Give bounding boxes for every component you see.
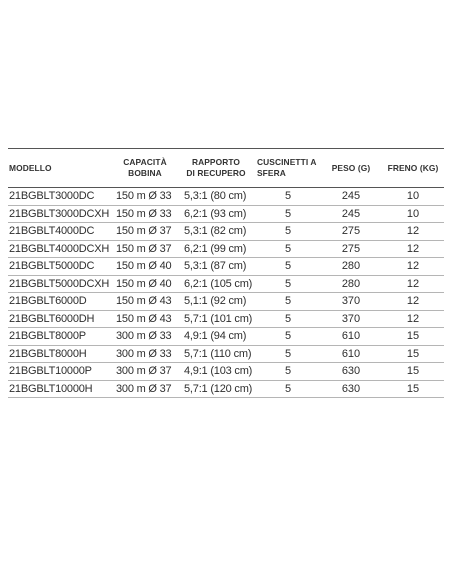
table-row	[8, 363, 444, 381]
cell-capacity: 150 m Ø 43	[114, 293, 176, 311]
header-capacity-line1: CAPACITÀ	[123, 157, 167, 167]
cell-weight: 275	[320, 223, 382, 241]
table-body	[8, 188, 444, 398]
cell-weight: 245	[320, 205, 382, 223]
cell-bearings: 5	[256, 258, 320, 276]
cell-drag: 12	[382, 275, 444, 293]
cell-drag: 15	[382, 345, 444, 363]
cell-drag: 12	[382, 258, 444, 276]
cell-ratio: 6,2:1 (99 cm)	[176, 240, 256, 258]
cell-capacity: 150 m Ø 40	[114, 258, 176, 276]
cell-ratio: 5,1:1 (92 cm)	[176, 293, 256, 311]
header-model-label: MODELLO	[9, 162, 52, 173]
table-row	[8, 345, 444, 363]
table-row	[8, 328, 444, 346]
cell-drag: 12	[382, 240, 444, 258]
header-weight	[320, 149, 382, 188]
table-header	[8, 149, 444, 188]
cell-bearings: 5	[256, 293, 320, 311]
cell-bearings: 5	[256, 275, 320, 293]
cell-model: 21BGBLT10000H	[8, 380, 114, 398]
cell-model: 21BGBLT4000DC	[8, 223, 114, 241]
cell-ratio: 5,7:1 (110 cm)	[176, 345, 256, 363]
cell-weight: 245	[320, 188, 382, 206]
table-row	[8, 258, 444, 276]
cell-capacity: 300 m Ø 33	[114, 328, 176, 346]
cell-ratio: 4,9:1 (94 cm)	[176, 328, 256, 346]
cell-bearings: 5	[256, 345, 320, 363]
cell-model: 21BGBLT3000DCXH	[8, 205, 114, 223]
cell-ratio: 6,2:1 (93 cm)	[176, 205, 256, 223]
cell-ratio: 5,3:1 (80 cm)	[176, 188, 256, 206]
cell-drag: 10	[382, 205, 444, 223]
table-row	[8, 205, 444, 223]
cell-capacity: 150 m Ø 40	[114, 275, 176, 293]
cell-weight: 370	[320, 310, 382, 328]
header-bearings-line2: SFERA	[257, 168, 286, 178]
cell-ratio: 5,7:1 (120 cm)	[176, 380, 256, 398]
cell-model: 21BGBLT4000DCXH	[8, 240, 114, 258]
cell-bearings: 5	[256, 310, 320, 328]
header-ratio	[176, 149, 256, 188]
header-capacity-line2: BOBINA	[128, 168, 162, 178]
cell-ratio: 6,2:1 (105 cm)	[176, 275, 256, 293]
table-row	[8, 240, 444, 258]
cell-weight: 370	[320, 293, 382, 311]
cell-drag: 15	[382, 363, 444, 381]
cell-capacity: 300 m Ø 33	[114, 345, 176, 363]
cell-capacity: 150 m Ø 33	[114, 188, 176, 206]
cell-bearings: 5	[256, 328, 320, 346]
cell-ratio: 5,3:1 (82 cm)	[176, 223, 256, 241]
cell-weight: 280	[320, 258, 382, 276]
cell-ratio: 5,7:1 (101 cm)	[176, 310, 256, 328]
cell-capacity: 150 m Ø 33	[114, 205, 176, 223]
cell-model: 21BGBLT6000D	[8, 293, 114, 311]
cell-capacity: 150 m Ø 37	[114, 240, 176, 258]
cell-ratio: 5,3:1 (87 cm)	[176, 258, 256, 276]
cell-weight: 275	[320, 240, 382, 258]
cell-drag: 15	[382, 328, 444, 346]
cell-model: 21BGBLT6000DH	[8, 310, 114, 328]
cell-weight: 610	[320, 328, 382, 346]
cell-drag: 10	[382, 188, 444, 206]
cell-ratio: 4,9:1 (103 cm)	[176, 363, 256, 381]
cell-capacity: 300 m Ø 37	[114, 363, 176, 381]
header-model	[8, 149, 114, 188]
header-row	[8, 149, 444, 188]
table-row	[8, 275, 444, 293]
header-ratio-line2: DI RECUPERO	[186, 168, 246, 178]
header-bearings-line1: CUSCINETTI A	[257, 157, 317, 167]
cell-bearings: 5	[256, 240, 320, 258]
cell-model: 21BGBLT5000DC	[8, 258, 114, 276]
table-row	[8, 188, 444, 206]
cell-model: 21BGBLT8000P	[8, 328, 114, 346]
header-drag-label: FRENO (KG)	[387, 162, 439, 173]
cell-drag: 12	[382, 293, 444, 311]
cell-model: 21BGBLT3000DC	[8, 188, 114, 206]
header-ratio-line1: RAPPORTO	[191, 157, 241, 167]
table-row	[8, 310, 444, 328]
cell-bearings: 5	[256, 188, 320, 206]
cell-model: 21BGBLT10000P	[8, 363, 114, 381]
cell-capacity: 150 m Ø 37	[114, 223, 176, 241]
cell-bearings: 5	[256, 223, 320, 241]
header-capacity	[114, 149, 176, 188]
cell-bearings: 5	[256, 380, 320, 398]
table-row	[8, 223, 444, 241]
table-row	[8, 293, 444, 311]
cell-drag: 12	[382, 223, 444, 241]
cell-drag: 12	[382, 310, 444, 328]
header-drag	[382, 149, 444, 188]
cell-drag: 15	[382, 380, 444, 398]
cell-model: 21BGBLT5000DCXH	[8, 275, 114, 293]
cell-bearings: 5	[256, 205, 320, 223]
specifications-table	[8, 148, 444, 398]
cell-weight: 630	[320, 380, 382, 398]
cell-capacity: 300 m Ø 37	[114, 380, 176, 398]
cell-weight: 610	[320, 345, 382, 363]
cell-weight: 280	[320, 275, 382, 293]
cell-capacity: 150 m Ø 43	[114, 310, 176, 328]
cell-model: 21BGBLT8000H	[8, 345, 114, 363]
header-weight-label: PESO (G)	[331, 162, 371, 173]
cell-bearings: 5	[256, 363, 320, 381]
cell-weight: 630	[320, 363, 382, 381]
table-row	[8, 380, 444, 398]
header-bearings	[256, 149, 320, 188]
